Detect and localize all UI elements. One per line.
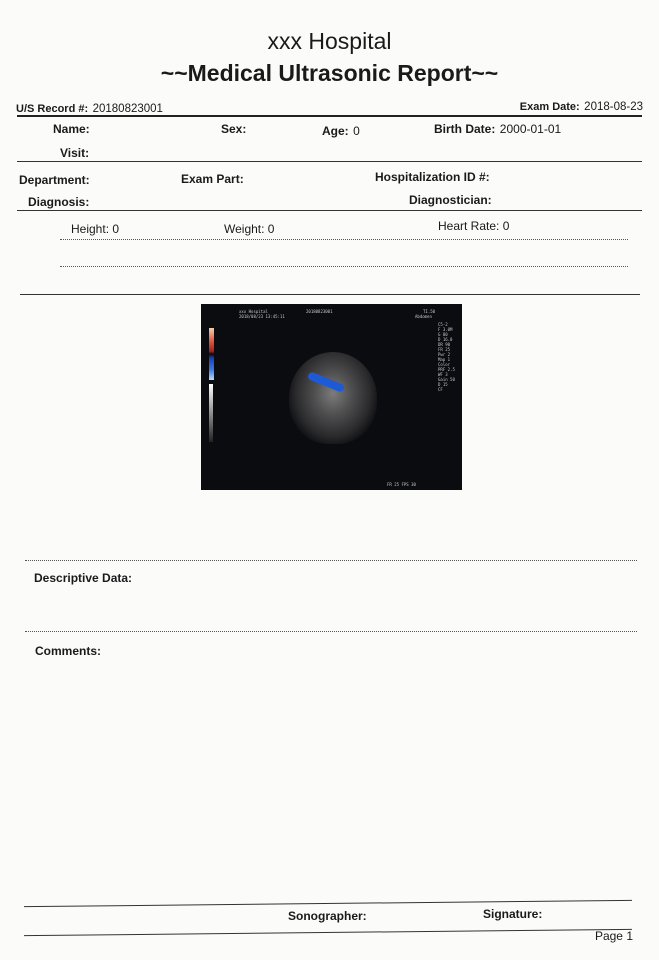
ultrasound-image [201,304,462,490]
color-scale-bar [209,328,214,380]
us-image-header-mode: Abdomen [415,314,432,319]
record-value: 20180823001 [92,103,163,115]
comments-dotted-line [25,631,637,632]
age-field [322,122,360,140]
footer-bottom-rule [24,929,632,936]
vitals-divider [20,294,640,295]
height-value: Height: 0 [71,222,120,236]
exam-date-label: Exam Date: [519,101,580,113]
report-title: ~~Medical Ultrasonic Report~~ [160,60,499,86]
diagnosis-label: Diagnosis: [28,195,90,209]
exam-date-row [520,97,643,115]
age-label: Age: [322,124,349,138]
weight-value: Weight: 0 [224,222,275,236]
record-label: U/S Record #: [16,103,89,115]
vitals-dotted-line [60,239,628,240]
header-divider [17,115,642,117]
us-param-list: C5-2 F 3.0M G 80 D 16.0 DR 90 FR 25 Pwr 2 Map 1 Color PRF 2.5 WF 3 Gain 50 D 15 CF [438,322,455,392]
hospital-title: xxx Hospital [267,28,392,54]
us-image-header-time: 2018/08/23 13:45:11 [239,314,285,319]
name-label: Name: [53,122,90,136]
page-number: Page 1 [594,929,633,943]
birth-date-value: 2000-01-01 [499,122,562,136]
exam-divider [17,210,642,211]
us-image-footer: FR 25 FPS 30 [387,482,416,487]
sonographer-label: Sonographer: [288,909,367,923]
age-value: 0 [353,124,360,138]
gray-scale-bar [209,384,213,442]
sex-label: Sex: [221,122,247,136]
visit-label: Visit: [60,146,90,160]
ultrasound-scan-area [289,352,377,444]
signature-label: Signature: [483,907,543,921]
birth-date-label: Birth Date: [434,122,496,136]
diagnostician-label: Diagnostician: [409,193,492,207]
department-label: Department: [19,173,90,187]
notes-dotted-line [60,266,628,267]
us-image-header-id: 20180823001 [306,309,333,314]
exam-date-value: 2018-08-23 [584,101,643,113]
comments-label: Comments: [35,644,102,658]
birth-date-field [434,120,561,138]
descriptive-dotted-line [25,560,637,561]
patient-divider [17,161,642,162]
exam-part-label: Exam Part: [181,172,244,186]
descriptive-data-label: Descriptive Data: [34,571,133,585]
hospitalization-id-label: Hospitalization ID #: [375,170,490,184]
us-image-header-right: TI.50 [423,309,436,314]
us-image-header-left: xxx Hospital [239,309,268,314]
heart-rate-value: Heart Rate: 0 [438,219,510,233]
